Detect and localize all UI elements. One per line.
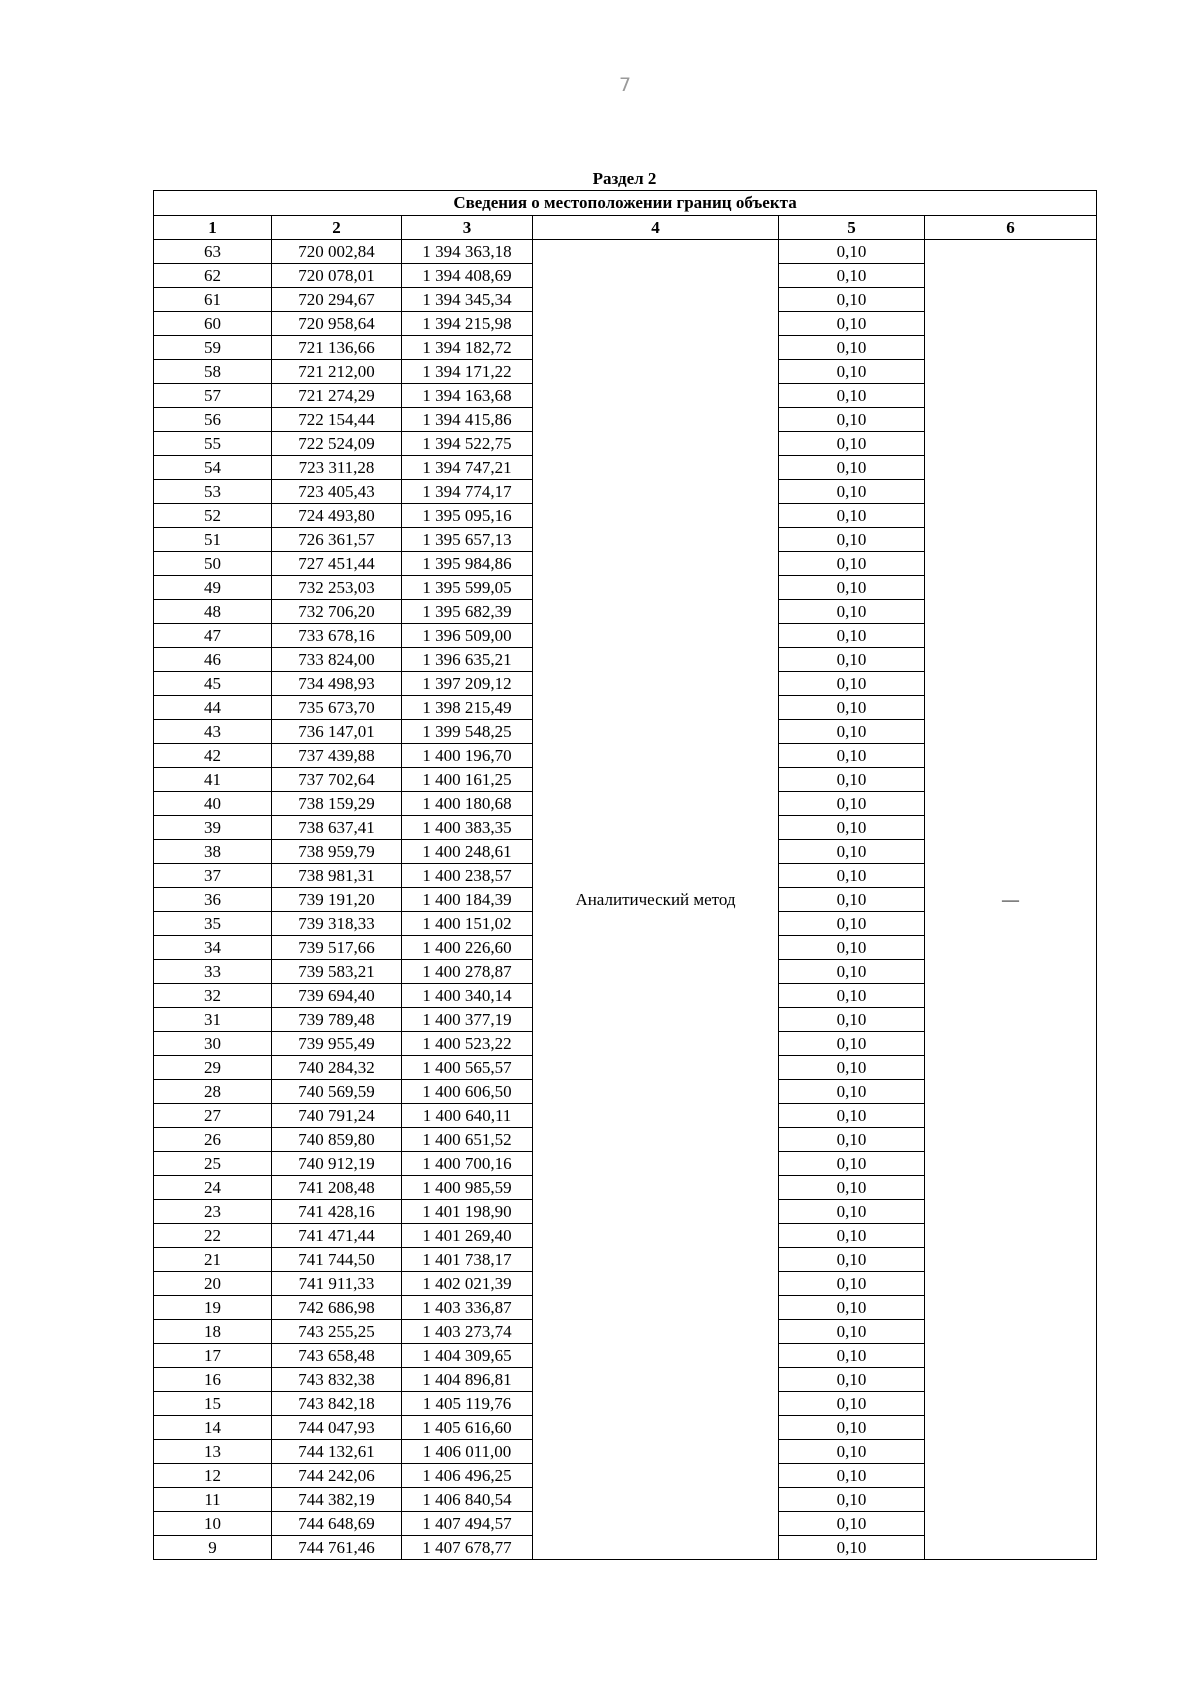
coordinate-x: 740 569,59 — [272, 1080, 402, 1104]
point-number: 18 — [154, 1320, 272, 1344]
accuracy: 0,10 — [779, 696, 925, 720]
coordinate-x: 739 789,48 — [272, 1008, 402, 1032]
accuracy: 0,10 — [779, 1104, 925, 1128]
coordinate-x: 727 451,44 — [272, 552, 402, 576]
coordinate-y: 1 407 494,57 — [402, 1512, 533, 1536]
point-number: 59 — [154, 336, 272, 360]
accuracy: 0,10 — [779, 264, 925, 288]
coordinate-x: 743 658,48 — [272, 1344, 402, 1368]
table-caption: Сведения о местоположении границ объекта — [154, 191, 1097, 216]
point-number: 35 — [154, 912, 272, 936]
coordinate-y: 1 394 345,34 — [402, 288, 533, 312]
column-header-6: 6 — [925, 216, 1097, 240]
coordinate-x: 740 791,24 — [272, 1104, 402, 1128]
accuracy: 0,10 — [779, 672, 925, 696]
coordinate-y: 1 400 248,61 — [402, 840, 533, 864]
coordinate-x: 741 744,50 — [272, 1248, 402, 1272]
coordinate-y: 1 396 509,00 — [402, 624, 533, 648]
column-header-2: 2 — [272, 216, 402, 240]
accuracy: 0,10 — [779, 1344, 925, 1368]
point-number: 34 — [154, 936, 272, 960]
accuracy: 0,10 — [779, 912, 925, 936]
accuracy: 0,10 — [779, 720, 925, 744]
coordinate-y: 1 404 896,81 — [402, 1368, 533, 1392]
coordinate-x: 735 673,70 — [272, 696, 402, 720]
coordinate-x: 740 284,32 — [272, 1056, 402, 1080]
point-number: 12 — [154, 1464, 272, 1488]
coordinate-y: 1 396 635,21 — [402, 648, 533, 672]
coordinate-y: 1 394 408,69 — [402, 264, 533, 288]
accuracy: 0,10 — [779, 1152, 925, 1176]
coordinate-x: 739 694,40 — [272, 984, 402, 1008]
coordinate-x: 743 255,25 — [272, 1320, 402, 1344]
coordinate-y: 1 395 657,13 — [402, 528, 533, 552]
point-number: 20 — [154, 1272, 272, 1296]
point-number: 29 — [154, 1056, 272, 1080]
point-number: 11 — [154, 1488, 272, 1512]
accuracy: 0,10 — [779, 1416, 925, 1440]
accuracy: 0,10 — [779, 408, 925, 432]
method-cell: Аналитический метод — [533, 240, 779, 1560]
accuracy: 0,10 — [779, 456, 925, 480]
accuracy: 0,10 — [779, 1080, 925, 1104]
coordinate-y: 1 400 985,59 — [402, 1176, 533, 1200]
point-number: 58 — [154, 360, 272, 384]
coordinate-x: 739 318,33 — [272, 912, 402, 936]
point-number: 61 — [154, 288, 272, 312]
accuracy: 0,10 — [779, 600, 925, 624]
coordinate-y: 1 400 161,25 — [402, 768, 533, 792]
point-number: 38 — [154, 840, 272, 864]
point-number: 57 — [154, 384, 272, 408]
point-number: 54 — [154, 456, 272, 480]
column-header-1: 1 — [154, 216, 272, 240]
coordinate-x: 741 208,48 — [272, 1176, 402, 1200]
accuracy: 0,10 — [779, 1296, 925, 1320]
point-number: 52 — [154, 504, 272, 528]
coordinate-y: 1 400 651,52 — [402, 1128, 533, 1152]
coordinate-y: 1 394 163,68 — [402, 384, 533, 408]
point-number: 62 — [154, 264, 272, 288]
coordinate-x: 720 078,01 — [272, 264, 402, 288]
coordinate-x: 733 824,00 — [272, 648, 402, 672]
coordinate-y: 1 400 278,87 — [402, 960, 533, 984]
accuracy: 0,10 — [779, 1320, 925, 1344]
point-number: 41 — [154, 768, 272, 792]
accuracy: 0,10 — [779, 1368, 925, 1392]
coordinate-x: 744 648,69 — [272, 1512, 402, 1536]
coordinate-y: 1 400 377,19 — [402, 1008, 533, 1032]
accuracy: 0,10 — [779, 1128, 925, 1152]
coordinate-y: 1 400 226,60 — [402, 936, 533, 960]
point-number: 43 — [154, 720, 272, 744]
coordinate-x: 724 493,80 — [272, 504, 402, 528]
accuracy: 0,10 — [779, 1032, 925, 1056]
coordinate-x: 723 405,43 — [272, 480, 402, 504]
accuracy: 0,10 — [779, 1176, 925, 1200]
point-number: 31 — [154, 1008, 272, 1032]
point-number: 26 — [154, 1128, 272, 1152]
coordinate-y: 1 394 522,75 — [402, 432, 533, 456]
accuracy: 0,10 — [779, 1392, 925, 1416]
point-number: 28 — [154, 1080, 272, 1104]
coordinate-y: 1 400 383,35 — [402, 816, 533, 840]
coordinate-x: 734 498,93 — [272, 672, 402, 696]
coordinate-x: 721 136,66 — [272, 336, 402, 360]
coordinate-x: 733 678,16 — [272, 624, 402, 648]
column-header-5: 5 — [779, 216, 925, 240]
point-number: 33 — [154, 960, 272, 984]
coordinate-y: 1 395 984,86 — [402, 552, 533, 576]
coordinate-y: 1 401 738,17 — [402, 1248, 533, 1272]
point-number: 63 — [154, 240, 272, 264]
accuracy: 0,10 — [779, 336, 925, 360]
coordinate-y: 1 394 415,86 — [402, 408, 533, 432]
point-number: 60 — [154, 312, 272, 336]
coordinate-x: 739 191,20 — [272, 888, 402, 912]
coordinate-y: 1 399 548,25 — [402, 720, 533, 744]
accuracy: 0,10 — [779, 288, 925, 312]
accuracy: 0,10 — [779, 240, 925, 264]
accuracy: 0,10 — [779, 528, 925, 552]
coordinate-x: 720 958,64 — [272, 312, 402, 336]
coordinate-y: 1 403 273,74 — [402, 1320, 533, 1344]
column-header-row — [154, 216, 1097, 240]
column-header-4: 4 — [533, 216, 779, 240]
point-number: 22 — [154, 1224, 272, 1248]
accuracy: 0,10 — [779, 432, 925, 456]
coordinate-x: 737 702,64 — [272, 768, 402, 792]
point-number: 53 — [154, 480, 272, 504]
accuracy: 0,10 — [779, 888, 925, 912]
accuracy: 0,10 — [779, 744, 925, 768]
point-number: 15 — [154, 1392, 272, 1416]
coordinate-y: 1 403 336,87 — [402, 1296, 533, 1320]
point-number: 30 — [154, 1032, 272, 1056]
coordinate-y: 1 405 616,60 — [402, 1416, 533, 1440]
accuracy: 0,10 — [779, 816, 925, 840]
coordinate-y: 1 405 119,76 — [402, 1392, 533, 1416]
coordinate-x: 739 955,49 — [272, 1032, 402, 1056]
point-number: 9 — [154, 1536, 272, 1560]
coordinate-x: 738 981,31 — [272, 864, 402, 888]
coordinate-y: 1 397 209,12 — [402, 672, 533, 696]
coordinate-x: 742 686,98 — [272, 1296, 402, 1320]
coordinate-y: 1 400 196,70 — [402, 744, 533, 768]
coordinate-y: 1 395 682,39 — [402, 600, 533, 624]
coordinate-y: 1 394 215,98 — [402, 312, 533, 336]
coordinate-x: 732 253,03 — [272, 576, 402, 600]
coordinate-x: 741 428,16 — [272, 1200, 402, 1224]
accuracy: 0,10 — [779, 936, 925, 960]
point-number: 47 — [154, 624, 272, 648]
coordinate-x: 723 311,28 — [272, 456, 402, 480]
point-number: 45 — [154, 672, 272, 696]
column6-cell: — — [925, 240, 1097, 1560]
coordinate-x: 744 242,06 — [272, 1464, 402, 1488]
point-number: 55 — [154, 432, 272, 456]
coordinate-y: 1 394 747,21 — [402, 456, 533, 480]
coordinate-y: 1 400 238,57 — [402, 864, 533, 888]
point-number: 25 — [154, 1152, 272, 1176]
point-number: 13 — [154, 1440, 272, 1464]
coordinate-y: 1 401 269,40 — [402, 1224, 533, 1248]
coordinate-y: 1 400 523,22 — [402, 1032, 533, 1056]
accuracy: 0,10 — [779, 624, 925, 648]
table-row — [154, 240, 1097, 264]
coordinate-y: 1 395 599,05 — [402, 576, 533, 600]
accuracy: 0,10 — [779, 384, 925, 408]
accuracy: 0,10 — [779, 1200, 925, 1224]
coordinate-x: 722 524,09 — [272, 432, 402, 456]
accuracy: 0,10 — [779, 1536, 925, 1560]
accuracy: 0,10 — [779, 840, 925, 864]
coordinate-x: 740 912,19 — [272, 1152, 402, 1176]
coordinate-y: 1 406 496,25 — [402, 1464, 533, 1488]
coordinate-x: 743 842,18 — [272, 1392, 402, 1416]
coordinate-x: 744 382,19 — [272, 1488, 402, 1512]
point-number: 32 — [154, 984, 272, 1008]
coordinate-y: 1 400 606,50 — [402, 1080, 533, 1104]
coordinate-y: 1 400 151,02 — [402, 912, 533, 936]
coordinate-y: 1 406 840,54 — [402, 1488, 533, 1512]
accuracy: 0,10 — [779, 1272, 925, 1296]
point-number: 36 — [154, 888, 272, 912]
coordinate-x: 739 517,66 — [272, 936, 402, 960]
point-number: 21 — [154, 1248, 272, 1272]
point-number: 40 — [154, 792, 272, 816]
coordinate-y: 1 400 340,14 — [402, 984, 533, 1008]
coordinate-x: 737 439,88 — [272, 744, 402, 768]
coordinate-y: 1 400 180,68 — [402, 792, 533, 816]
coordinate-y: 1 400 700,16 — [402, 1152, 533, 1176]
section-title: Раздел 2 — [592, 169, 657, 188]
accuracy: 0,10 — [779, 576, 925, 600]
table-body — [154, 240, 1097, 1560]
accuracy: 0,10 — [779, 552, 925, 576]
point-number: 49 — [154, 576, 272, 600]
accuracy: 0,10 — [779, 984, 925, 1008]
point-number: 50 — [154, 552, 272, 576]
accuracy: 0,10 — [779, 792, 925, 816]
coordinate-y: 1 402 021,39 — [402, 1272, 533, 1296]
accuracy: 0,10 — [779, 864, 925, 888]
point-number: 37 — [154, 864, 272, 888]
accuracy: 0,10 — [779, 360, 925, 384]
point-number: 17 — [154, 1344, 272, 1368]
column-header-3: 3 — [402, 216, 533, 240]
coordinate-y: 1 398 215,49 — [402, 696, 533, 720]
accuracy: 0,10 — [779, 312, 925, 336]
coordinate-x: 736 147,01 — [272, 720, 402, 744]
point-number: 24 — [154, 1176, 272, 1200]
coordinate-x: 741 911,33 — [272, 1272, 402, 1296]
coordinate-y: 1 394 182,72 — [402, 336, 533, 360]
accuracy: 0,10 — [779, 1248, 925, 1272]
coordinate-x: 722 154,44 — [272, 408, 402, 432]
coordinate-x: 738 637,41 — [272, 816, 402, 840]
point-number: 51 — [154, 528, 272, 552]
coordinate-x: 743 832,38 — [272, 1368, 402, 1392]
coordinate-x: 740 859,80 — [272, 1128, 402, 1152]
coordinate-x: 721 274,29 — [272, 384, 402, 408]
page-number: 7 — [618, 74, 632, 96]
table-caption-row — [154, 191, 1097, 216]
accuracy: 0,10 — [779, 480, 925, 504]
point-number: 39 — [154, 816, 272, 840]
point-number: 56 — [154, 408, 272, 432]
point-number: 48 — [154, 600, 272, 624]
point-number: 46 — [154, 648, 272, 672]
coordinate-y: 1 394 363,18 — [402, 240, 533, 264]
coordinate-y: 1 407 678,77 — [402, 1536, 533, 1560]
point-number: 42 — [154, 744, 272, 768]
point-number: 19 — [154, 1296, 272, 1320]
coordinate-y: 1 400 565,57 — [402, 1056, 533, 1080]
accuracy: 0,10 — [779, 768, 925, 792]
coordinate-y: 1 406 011,00 — [402, 1440, 533, 1464]
coordinate-x: 720 002,84 — [272, 240, 402, 264]
accuracy: 0,10 — [779, 1512, 925, 1536]
coordinate-x: 720 294,67 — [272, 288, 402, 312]
point-number: 14 — [154, 1416, 272, 1440]
point-number: 27 — [154, 1104, 272, 1128]
coordinate-x: 726 361,57 — [272, 528, 402, 552]
coordinate-x: 744 761,46 — [272, 1536, 402, 1560]
accuracy: 0,10 — [779, 648, 925, 672]
boundary-table — [153, 190, 1097, 1560]
accuracy: 0,10 — [779, 1464, 925, 1488]
coordinate-y: 1 400 640,11 — [402, 1104, 533, 1128]
point-number: 23 — [154, 1200, 272, 1224]
accuracy: 0,10 — [779, 1224, 925, 1248]
point-number: 10 — [154, 1512, 272, 1536]
coordinate-x: 739 583,21 — [272, 960, 402, 984]
coordinate-y: 1 394 774,17 — [402, 480, 533, 504]
coordinate-y: 1 395 095,16 — [402, 504, 533, 528]
coordinate-x: 732 706,20 — [272, 600, 402, 624]
accuracy: 0,10 — [779, 960, 925, 984]
coordinate-y: 1 400 184,39 — [402, 888, 533, 912]
point-number: 16 — [154, 1368, 272, 1392]
coordinate-x: 744 132,61 — [272, 1440, 402, 1464]
coordinate-x: 744 047,93 — [272, 1416, 402, 1440]
accuracy: 0,10 — [779, 504, 925, 528]
accuracy: 0,10 — [779, 1056, 925, 1080]
accuracy: 0,10 — [779, 1488, 925, 1512]
coordinate-x: 738 959,79 — [272, 840, 402, 864]
point-number: 44 — [154, 696, 272, 720]
coordinate-y: 1 394 171,22 — [402, 360, 533, 384]
accuracy: 0,10 — [779, 1440, 925, 1464]
coordinate-x: 741 471,44 — [272, 1224, 402, 1248]
coordinate-y: 1 401 198,90 — [402, 1200, 533, 1224]
coordinate-y: 1 404 309,65 — [402, 1344, 533, 1368]
coordinate-x: 738 159,29 — [272, 792, 402, 816]
accuracy: 0,10 — [779, 1008, 925, 1032]
coordinate-x: 721 212,00 — [272, 360, 402, 384]
